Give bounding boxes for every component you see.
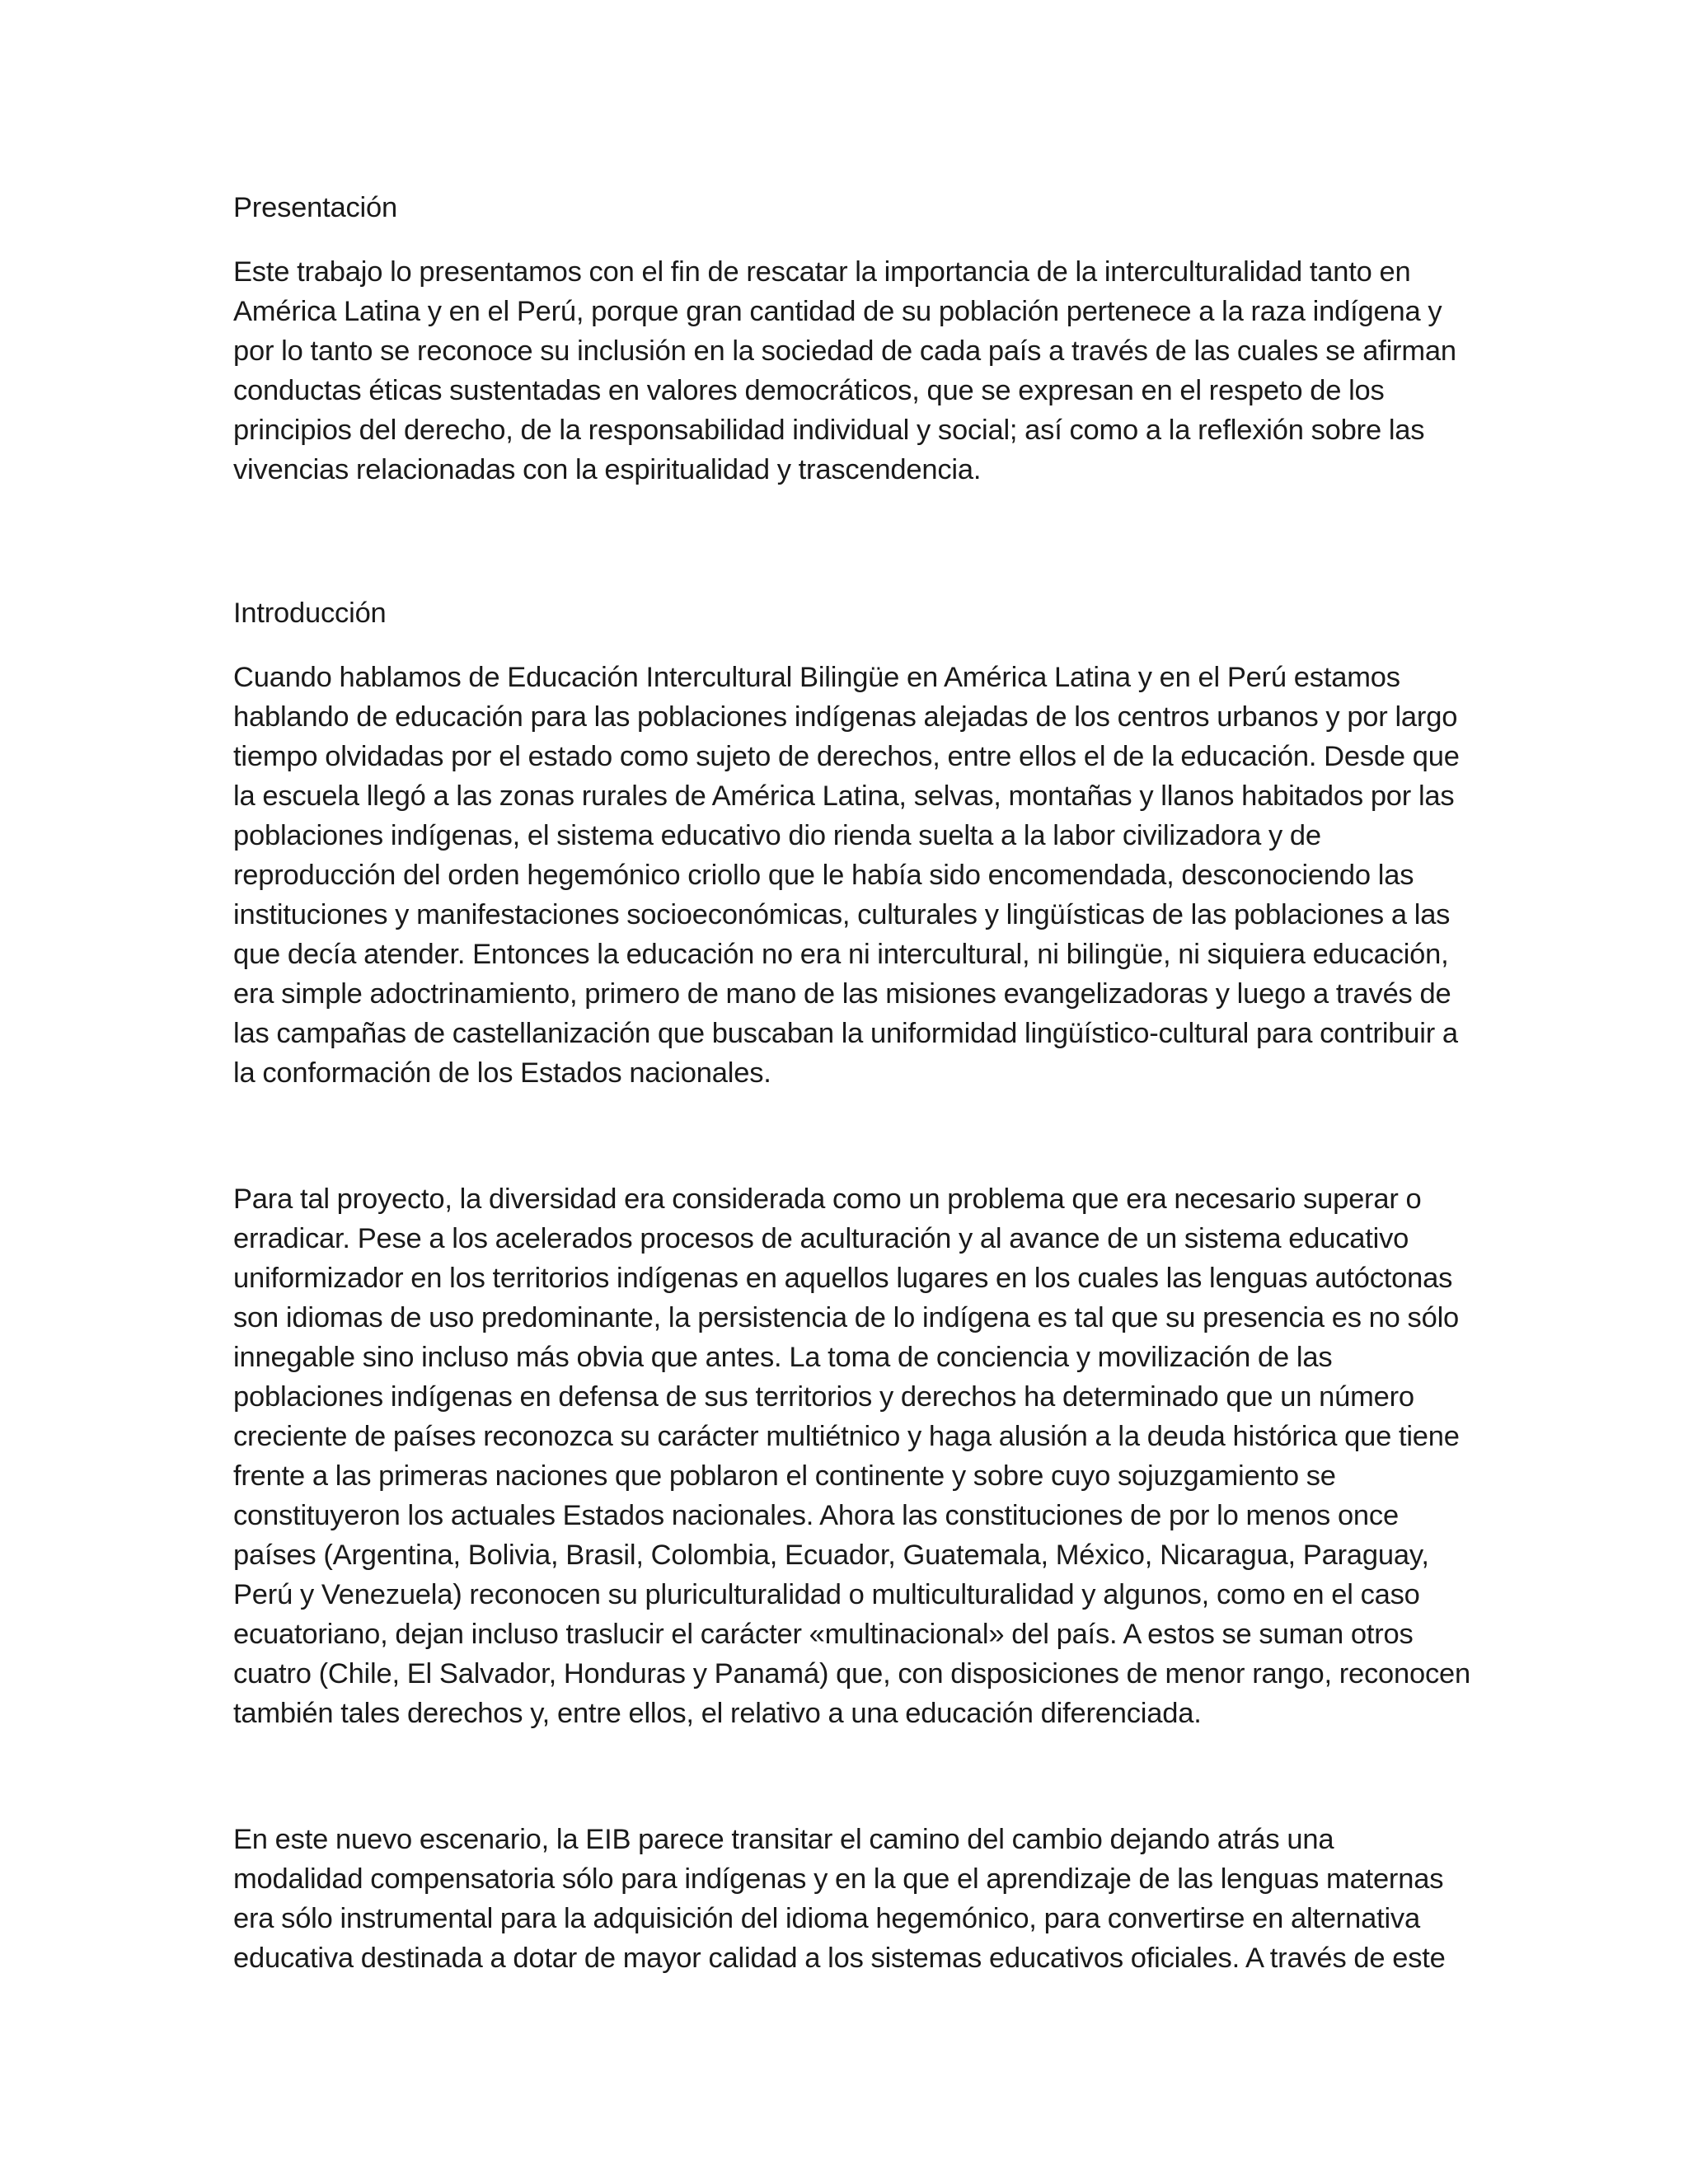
heading-introduccion: Introducción: [233, 598, 387, 629]
text-line: son idiomas de uso predominante, la persistencia de lo indígena es tal que su presencia es no sólo: [233, 1302, 1460, 1333]
paragraph-introduccion-1: [233, 658, 1460, 1093]
text-line: erradicar. Pese a los acelerados procesos de aculturación y al avance de un sistema educativo: [233, 1223, 1409, 1254]
text-line: frente a las primeras naciones que poblaron el continente y sobre cuyo sojuzgamiento se: [233, 1460, 1336, 1492]
text-line: tiempo olvidadas por el estado como sujeto de derechos, entre ellos el de la educación. Desde que: [233, 741, 1460, 772]
text-line: Este trabajo lo presentamos con el fin de rescatar la importancia de la interculturalidad tanto en: [233, 256, 1411, 288]
text-line: la conformación de los Estados nacionales.: [233, 1057, 771, 1089]
text-line: vivencias relacionadas con la espiritualidad y trascendencia.: [233, 454, 982, 485]
paragraph-presentacion: [233, 252, 1455, 490]
text-line: las campañas de castellanización que buscaban la uniformidad lingüístico-cultural para contribuir a: [233, 1018, 1458, 1049]
text-line: creciente de países reconozca su carácter multiétnico y haga alusión a la deuda histórica que tiene: [233, 1421, 1460, 1452]
text-line: países (Argentina, Bolivia, Brasil, Colombia, Ecuador, Guatemala, México, Nicaragua, Paraguay,: [233, 1540, 1429, 1571]
text-line: también tales derechos y, entre ellos, el relativo a una educación diferenciada.: [233, 1698, 1202, 1729]
text-line: innegable sino incluso más obvia que antes. La toma de conciencia y movilización de las: [233, 1342, 1333, 1373]
text-line: era simple adoctrinamiento, primero de mano de las misiones evangelizadoras y luego a través de: [233, 978, 1451, 1010]
text-line: constituyeron los actuales Estados nacionales. Ahora las constituciones de por lo menos once: [233, 1500, 1399, 1531]
text-line: modalidad compensatoria sólo para indígenas y en la que el aprendizaje de las lenguas maternas: [233, 1863, 1444, 1895]
text-line: Para tal proyecto, la diversidad era considerada como un problema que era necesario superar o: [233, 1183, 1422, 1215]
text-line: era sólo instrumental para la adquisición del idioma hegemónico, para convertirse en alternativa: [233, 1903, 1420, 1934]
heading-presentacion: Presentación: [233, 192, 397, 223]
text-line: educativa destinada a dotar de mayor calidad a los sistemas educativos oficiales. A través de este: [233, 1943, 1446, 1974]
text-line: cuatro (Chile, El Salvador, Honduras y Panamá) que, con disposiciones de menor rango, reconocen: [233, 1658, 1471, 1690]
text-line: que decía atender. Entonces la educación no era ni intercultural, ni bilingüe, ni siquiera educación,: [233, 939, 1449, 970]
text-line: poblaciones indígenas en defensa de sus territorios y derechos ha determinado que un número: [233, 1381, 1414, 1413]
paragraph-introduccion-2: [233, 1179, 1471, 1733]
text-line: instituciones y manifestaciones socioeconómicas, culturales y lingüísticas de las poblaciones a las: [233, 899, 1451, 930]
document-body: [233, 188, 1471, 1978]
text-line: reproducción del orden hegemónico criollo que le había sido encomendada, desconociendo las: [233, 860, 1414, 891]
text-line: América Latina y en el Perú, porque gran cantidad de su población pertenece a la raza indígena y: [233, 296, 1442, 327]
text-line: hablando de educación para las poblaciones indígenas alejadas de los centros urbanos y por largo: [233, 701, 1458, 733]
text-line: la escuela llegó a las zonas rurales de América Latina, selvas, montañas y llanos habitados por las: [233, 780, 1455, 812]
text-line: poblaciones indígenas, el sistema educativo dio rienda suelta a la labor civilizadora y de: [233, 820, 1321, 851]
paragraph-introduccion-3: [233, 1820, 1455, 1978]
text-line: En este nuevo escenario, la EIB parece transitar el camino del cambio dejando atrás una: [233, 1824, 1334, 1855]
text-line: Cuando hablamos de Educación Intercultural Bilingüe en América Latina y en el Perú estamos: [233, 662, 1400, 693]
text-line: por lo tanto se reconoce su inclusión en la sociedad de cada país a través de las cuales se afirman: [233, 335, 1456, 367]
text-line: principios del derecho, de la responsabilidad individual y social; así como a la reflexión sobre las: [233, 415, 1425, 446]
text-line: uniformizador en los territorios indígenas en aquellos lugares en los cuales las lenguas autóctonas: [233, 1263, 1453, 1294]
text-line: Perú y Venezuela) reconocen su pluriculturalidad o multiculturalidad y algunos, como en el caso: [233, 1579, 1420, 1610]
text-line: conductas éticas sustentadas en valores democráticos, que se expresan en el respeto de los: [233, 375, 1385, 406]
text-line: ecuatoriano, dejan incluso traslucir el carácter «multinacional» del país. A estos se suman otros: [233, 1619, 1414, 1650]
